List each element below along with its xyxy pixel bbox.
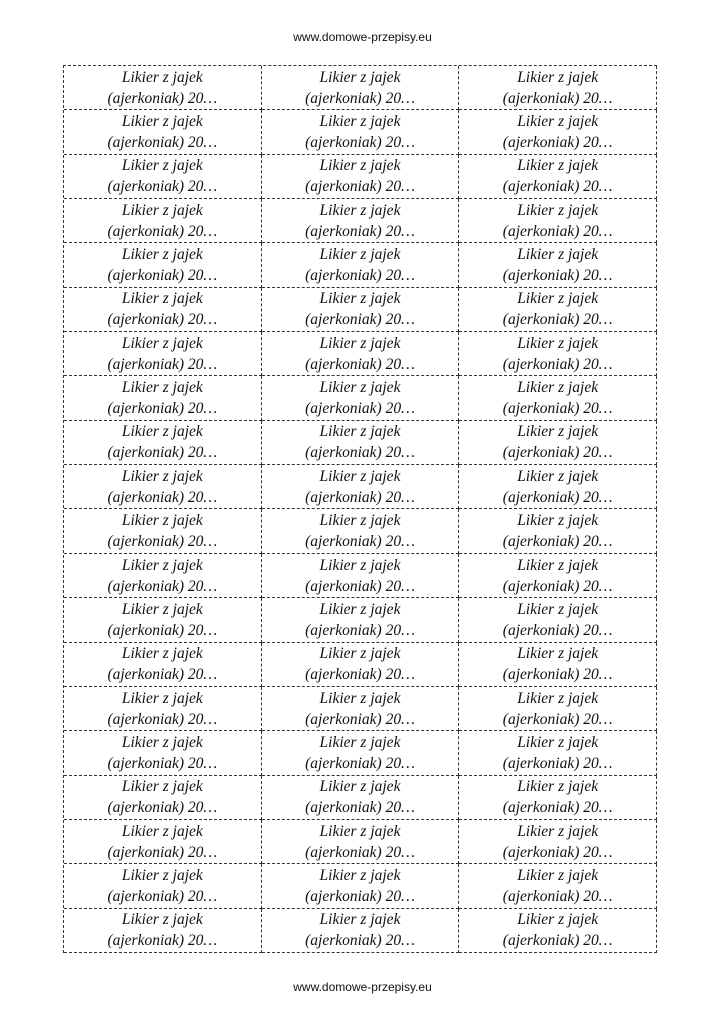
label-title: Likier z jajek	[121, 68, 203, 86]
label-subtitle-year: (ajerkoniak) 20…	[107, 843, 218, 861]
label-title: Likier z jajek	[319, 157, 401, 175]
label-cell	[64, 288, 262, 332]
label-title: Likier z jajek	[517, 689, 599, 707]
label-subtitle-year: (ajerkoniak) 20…	[107, 932, 218, 950]
label-cell	[262, 288, 460, 332]
label-cell	[262, 66, 460, 110]
label-cell	[262, 864, 460, 908]
label-cell	[459, 465, 657, 509]
label-cell	[64, 199, 262, 243]
label-subtitle-year: (ajerkoniak) 20…	[107, 710, 218, 728]
label-subtitle-year: (ajerkoniak) 20…	[107, 222, 218, 240]
label-title: Likier z jajek	[319, 68, 401, 86]
label-subtitle-year: (ajerkoniak) 20…	[305, 267, 415, 285]
label-cell	[64, 820, 262, 864]
label-cell	[459, 776, 657, 820]
label-subtitle-year: (ajerkoniak) 20…	[305, 754, 415, 772]
label-subtitle-year: (ajerkoniak) 20…	[305, 444, 415, 462]
label-subtitle-year: (ajerkoniak) 20…	[107, 355, 218, 373]
label-cell	[64, 376, 262, 420]
label-title: Likier z jajek	[517, 157, 599, 175]
label-subtitle-year: (ajerkoniak) 20…	[502, 932, 613, 950]
label-subtitle-year: (ajerkoniak) 20…	[502, 311, 613, 329]
label-subtitle-year: (ajerkoniak) 20…	[107, 400, 218, 418]
label-title: Likier z jajek	[319, 600, 401, 618]
label-subtitle-year: (ajerkoniak) 20…	[502, 621, 613, 639]
label-cell	[64, 598, 262, 642]
label-subtitle-year: (ajerkoniak) 20…	[502, 222, 613, 240]
label-cell	[459, 643, 657, 687]
label-title: Likier z jajek	[517, 822, 599, 840]
label-title: Likier z jajek	[319, 290, 401, 308]
label-title: Likier z jajek	[517, 556, 599, 574]
label-subtitle-year: (ajerkoniak) 20…	[502, 710, 613, 728]
label-cell	[459, 687, 657, 731]
label-title: Likier z jajek	[121, 689, 203, 707]
label-subtitle-year: (ajerkoniak) 20…	[305, 843, 415, 861]
label-title: Likier z jajek	[319, 512, 401, 530]
label-title: Likier z jajek	[517, 290, 599, 308]
label-title: Likier z jajek	[121, 467, 203, 485]
label-title: Likier z jajek	[121, 645, 203, 663]
label-cell	[64, 687, 262, 731]
label-title: Likier z jajek	[121, 778, 203, 796]
label-title: Likier z jajek	[517, 379, 599, 397]
label-cell	[262, 554, 460, 598]
label-title: Likier z jajek	[319, 334, 401, 352]
label-subtitle-year: (ajerkoniak) 20…	[502, 754, 613, 772]
label-cell	[64, 909, 262, 953]
label-subtitle-year: (ajerkoniak) 20…	[107, 799, 218, 817]
label-cell	[262, 909, 460, 953]
label-subtitle-year: (ajerkoniak) 20…	[502, 887, 613, 905]
label-subtitle-year: (ajerkoniak) 20…	[107, 577, 218, 595]
label-cell	[459, 554, 657, 598]
label-title: Likier z jajek	[517, 201, 599, 219]
label-title: Likier z jajek	[319, 113, 401, 131]
label-sheet	[63, 65, 657, 953]
label-subtitle-year: (ajerkoniak) 20…	[502, 533, 613, 551]
label-subtitle-year: (ajerkoniak) 20…	[305, 89, 415, 107]
label-title: Likier z jajek	[517, 423, 599, 441]
label-cell	[64, 155, 262, 199]
label-cell	[459, 598, 657, 642]
label-subtitle-year: (ajerkoniak) 20…	[502, 267, 613, 285]
label-subtitle-year: (ajerkoniak) 20…	[502, 178, 613, 196]
label-cell	[64, 421, 262, 465]
label-title: Likier z jajek	[121, 733, 203, 751]
label-subtitle-year: (ajerkoniak) 20…	[107, 754, 218, 772]
label-subtitle-year: (ajerkoniak) 20…	[305, 488, 415, 506]
label-subtitle-year: (ajerkoniak) 20…	[502, 400, 613, 418]
label-title: Likier z jajek	[121, 600, 203, 618]
label-title: Likier z jajek	[121, 290, 203, 308]
label-subtitle-year: (ajerkoniak) 20…	[305, 577, 415, 595]
label-subtitle-year: (ajerkoniak) 20…	[502, 488, 613, 506]
label-subtitle-year: (ajerkoniak) 20…	[305, 311, 415, 329]
label-subtitle-year: (ajerkoniak) 20…	[107, 178, 218, 196]
label-title: Likier z jajek	[517, 467, 599, 485]
label-cell	[64, 243, 262, 287]
label-title: Likier z jajek	[517, 334, 599, 352]
label-title: Likier z jajek	[517, 866, 599, 884]
label-cell	[459, 155, 657, 199]
label-title: Likier z jajek	[319, 467, 401, 485]
label-subtitle-year: (ajerkoniak) 20…	[107, 89, 218, 107]
label-title: Likier z jajek	[121, 113, 203, 131]
label-subtitle-year: (ajerkoniak) 20…	[107, 887, 218, 905]
label-cell	[262, 509, 460, 553]
label-title: Likier z jajek	[517, 68, 599, 86]
label-subtitle-year: (ajerkoniak) 20…	[305, 355, 415, 373]
label-cell	[459, 199, 657, 243]
label-cell	[459, 909, 657, 953]
label-subtitle-year: (ajerkoniak) 20…	[502, 134, 613, 152]
label-cell	[64, 465, 262, 509]
label-title: Likier z jajek	[517, 600, 599, 618]
label-cell	[262, 598, 460, 642]
label-cell	[64, 731, 262, 775]
label-subtitle-year: (ajerkoniak) 20…	[107, 444, 218, 462]
label-title: Likier z jajek	[121, 201, 203, 219]
footer-site-url: www.domowe-przepisy.eu	[293, 980, 432, 994]
label-subtitle-year: (ajerkoniak) 20…	[502, 843, 613, 861]
label-subtitle-year: (ajerkoniak) 20…	[305, 887, 415, 905]
label-title: Likier z jajek	[319, 822, 401, 840]
label-cell	[459, 332, 657, 376]
label-title: Likier z jajek	[517, 512, 599, 530]
label-title: Likier z jajek	[319, 246, 401, 264]
label-cell	[459, 66, 657, 110]
label-cell	[459, 820, 657, 864]
label-cell	[262, 199, 460, 243]
label-subtitle-year: (ajerkoniak) 20…	[107, 533, 218, 551]
label-subtitle-year: (ajerkoniak) 20…	[305, 710, 415, 728]
label-subtitle-year: (ajerkoniak) 20…	[305, 178, 415, 196]
label-subtitle-year: (ajerkoniak) 20…	[107, 134, 218, 152]
label-cell	[459, 110, 657, 154]
label-title: Likier z jajek	[319, 379, 401, 397]
label-subtitle-year: (ajerkoniak) 20…	[107, 311, 218, 329]
label-cell	[262, 421, 460, 465]
label-subtitle-year: (ajerkoniak) 20…	[107, 267, 218, 285]
label-cell	[262, 731, 460, 775]
label-subtitle-year: (ajerkoniak) 20…	[305, 621, 415, 639]
label-title: Likier z jajek	[319, 423, 401, 441]
label-subtitle-year: (ajerkoniak) 20…	[305, 799, 415, 817]
label-title: Likier z jajek	[121, 822, 203, 840]
label-title: Likier z jajek	[319, 556, 401, 574]
label-subtitle-year: (ajerkoniak) 20…	[502, 444, 613, 462]
label-title: Likier z jajek	[319, 201, 401, 219]
label-title: Likier z jajek	[319, 645, 401, 663]
label-cell	[64, 643, 262, 687]
label-cell	[64, 776, 262, 820]
label-title: Likier z jajek	[121, 512, 203, 530]
label-cell	[459, 376, 657, 420]
label-cell	[459, 243, 657, 287]
label-subtitle-year: (ajerkoniak) 20…	[107, 488, 218, 506]
label-cell	[459, 731, 657, 775]
label-title: Likier z jajek	[517, 778, 599, 796]
label-title: Likier z jajek	[121, 157, 203, 175]
label-cell	[64, 110, 262, 154]
label-cell	[459, 421, 657, 465]
label-cell	[262, 820, 460, 864]
label-subtitle-year: (ajerkoniak) 20…	[107, 621, 218, 639]
label-cell	[262, 776, 460, 820]
label-cell	[262, 465, 460, 509]
header-site-url: www.domowe-przepisy.eu	[293, 30, 432, 44]
label-subtitle-year: (ajerkoniak) 20…	[305, 932, 415, 950]
label-cell	[64, 66, 262, 110]
label-cell	[262, 376, 460, 420]
label-subtitle-year: (ajerkoniak) 20…	[305, 533, 415, 551]
label-subtitle-year: (ajerkoniak) 20…	[305, 666, 415, 684]
label-cell	[262, 643, 460, 687]
label-title: Likier z jajek	[121, 866, 203, 884]
label-cell	[64, 554, 262, 598]
label-title: Likier z jajek	[121, 911, 203, 929]
label-title: Likier z jajek	[121, 246, 203, 264]
label-cell	[262, 332, 460, 376]
label-cell	[459, 864, 657, 908]
label-title: Likier z jajek	[319, 911, 401, 929]
label-subtitle-year: (ajerkoniak) 20…	[305, 222, 415, 240]
label-title: Likier z jajek	[517, 645, 599, 663]
label-cell	[262, 155, 460, 199]
label-title: Likier z jajek	[121, 423, 203, 441]
label-title: Likier z jajek	[121, 379, 203, 397]
label-title: Likier z jajek	[319, 733, 401, 751]
label-cell	[262, 687, 460, 731]
label-subtitle-year: (ajerkoniak) 20…	[502, 89, 613, 107]
label-subtitle-year: (ajerkoniak) 20…	[502, 799, 613, 817]
label-cell	[64, 864, 262, 908]
label-cell	[64, 332, 262, 376]
label-cell	[64, 509, 262, 553]
label-cell	[459, 509, 657, 553]
label-subtitle-year: (ajerkoniak) 20…	[502, 577, 613, 595]
label-cell	[262, 110, 460, 154]
label-title: Likier z jajek	[319, 689, 401, 707]
label-title: Likier z jajek	[121, 334, 203, 352]
label-subtitle-year: (ajerkoniak) 20…	[107, 666, 218, 684]
label-title: Likier z jajek	[517, 733, 599, 751]
label-cell	[459, 288, 657, 332]
label-subtitle-year: (ajerkoniak) 20…	[305, 134, 415, 152]
label-cell	[262, 243, 460, 287]
label-title: Likier z jajek	[517, 911, 599, 929]
label-title: Likier z jajek	[319, 866, 401, 884]
label-subtitle-year: (ajerkoniak) 20…	[502, 666, 613, 684]
label-title: Likier z jajek	[319, 778, 401, 796]
label-subtitle-year: (ajerkoniak) 20…	[305, 400, 415, 418]
label-title: Likier z jajek	[517, 113, 599, 131]
label-subtitle-year: (ajerkoniak) 20…	[502, 355, 613, 373]
label-title: Likier z jajek	[517, 246, 599, 264]
label-title: Likier z jajek	[121, 556, 203, 574]
